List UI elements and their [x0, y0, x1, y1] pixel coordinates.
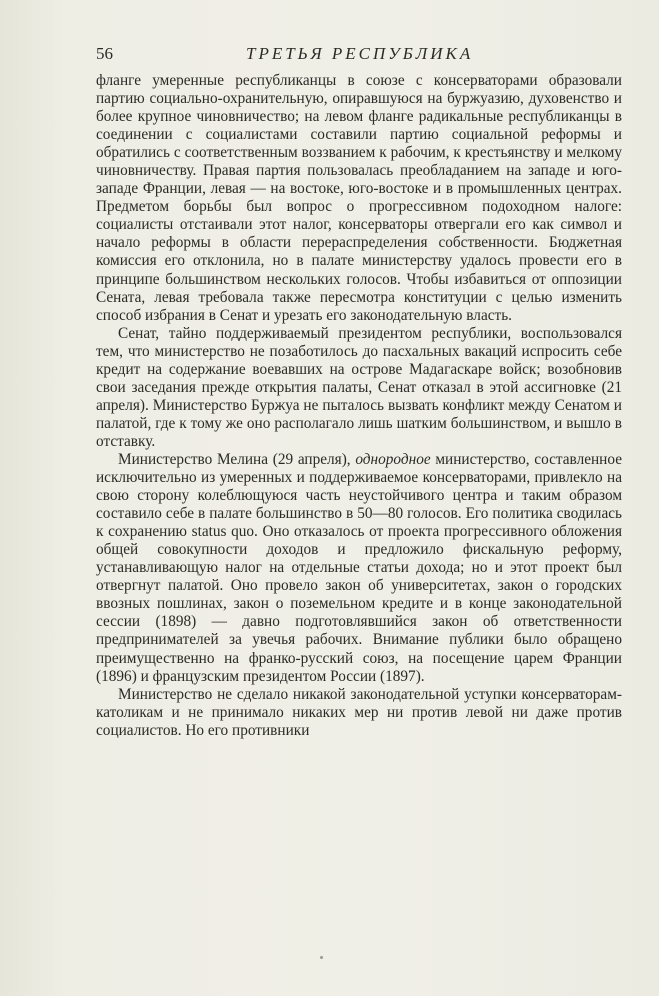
paragraph: [96, 72, 622, 325]
page-header: [96, 44, 622, 68]
paragraph: [96, 325, 622, 451]
body-text: [96, 72, 622, 740]
paragraph-text: Министерство Мелина (29 апреля),: [118, 450, 356, 468]
page-number: 56: [96, 44, 113, 63]
italic-text: однородное: [355, 450, 431, 468]
paragraph-text: Сенат, тайно поддерживаемый президентом республики, воспользовался тем, что министерство не позаботилось до пасхальных вакаций испросить себе кредит на содержание воевавших на острове Мадагаскаре войск; возобновив свои заседания прежде открытия палаты, Сенат отказал в этой ассигновке (21 апреля). Министерство Буржуа не пыталось вызвать конфликт между Сенатом и палатой, где к тому же оно располагало лишь шатким большинством, и вышло в отставку.: [96, 324, 622, 450]
paragraph: [96, 686, 622, 740]
paragraph-text: Министерство не сделало никакой законодательной уступки консерваторам-католикам и не принимало никаких мер ни против левой ни даже против социалистов. Но его противники: [96, 685, 622, 739]
paragraph-text: министерство, составленное исключительно из умеренных и поддерживаемое консерваторами, привлекло на свою сторону колеблющуюся часть неустойчивого центра и таким образом составило себе в палате большинство в 50—80 голосов. Его политика сводилась к сохранению status quo. Оно отказалось от проекта прогрессивного обложения общей совокупности доходов и предложило фискальную реформу, устанавливающую налог на отдельные статьи дохода; но и этот проект был отвергнут палатой. Оно провело закон об университетах, закон о городских ввозных пошлинах, закон о поземельном кредите и в конце законодательной сессии (1898) — давно подготовлявшийся закон об ответственности предпринимателей за увечья рабочих. Внимание публики было обращено преимущественно на франко-русский союз, на посещение царем Франции (1896) и французским президентом России (1897).: [96, 450, 622, 685]
paragraph: [96, 451, 622, 686]
running-title: ТРЕТЬЯ РЕСПУБЛИКА: [246, 44, 474, 63]
paragraph-text: фланге умеренные республиканцы в союзе с консерваторами образовали партию социально-охранительную, опиравшуюся на буржуазию, духовенство и более крупное чиновничество; на левом фланге радикальные республиканцы в соединении с социалистами составили партию социальной реформы и обратились с соответственным воззванием к рабочим, к крестьянству и мелкому чиновничеству. Правая партия пользовалась преобладанием на западе и юго-западе Франции, левая — на востоке, юго-востоке и в промышленных центрах. Предметом борьбы был вопрос о прогрессивном подоходном налоге: социалисты отстаивали этот налог, консерваторы отвергали его как символ и начало реформы в области перераспределения собственности. Бюджетная комиссия его отклонила, но в палате министерству удалось провести его в принципе большинством нескольких голосов. Чтобы избавиться от оппозиции Сената, левая требовала также пересмотра конституции с целью изменить способ избрания в Сенат и урезать его законодательную власть.: [96, 72, 622, 324]
paper-speck: [320, 956, 323, 959]
